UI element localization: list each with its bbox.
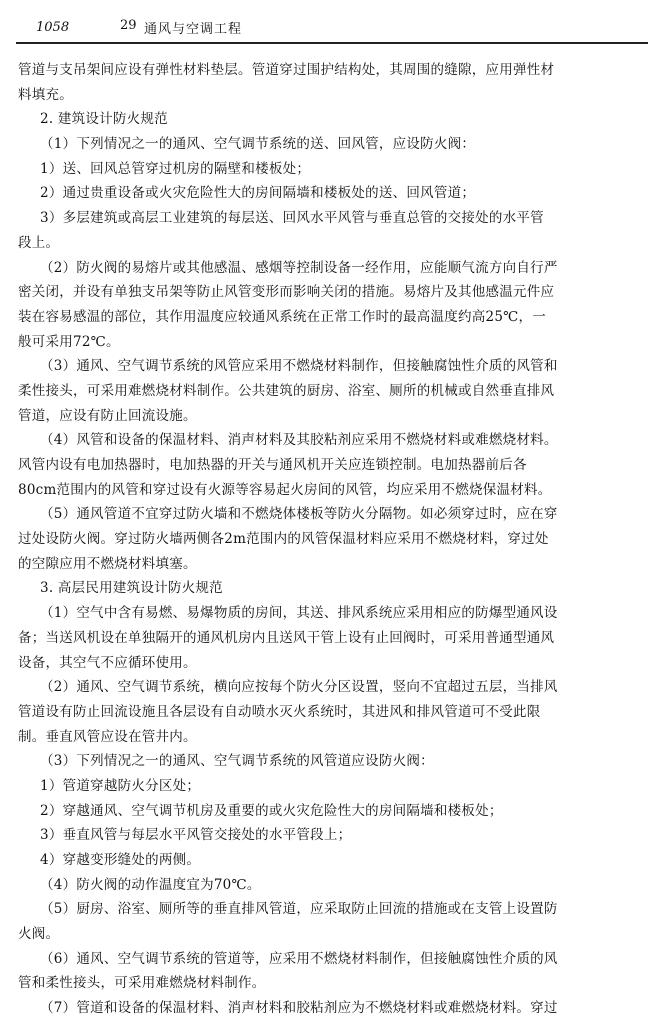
- text-line: 2. 建筑设计防火规范: [40, 111, 168, 128]
- text-line: 2）穿越通风、空气调节机房及重要的或火灾危险性大的房间隔墙和楼板处；: [40, 802, 503, 819]
- text-line: 装在容易感温的部位，其作用温度应较通风系统在正常工作时的最高温度约高25℃，一: [18, 308, 547, 325]
- text-line: 2）通过贵重设备或火灾危险性大的房间隔墙和楼板处的送、回风管道；: [40, 185, 476, 202]
- text-line: （2）通风、空气调节系统，横向应按每个防火分区设置，竖向不宜超过五层，当排风: [40, 679, 558, 696]
- text-line: 1）送、回风总管穿过机房的隔壁和楼板处；: [40, 160, 311, 177]
- text-line: 管道，应设有防止回流设施。: [18, 407, 197, 424]
- text-line: 管和柔性接头，可采用难燃烧材料制作。: [18, 975, 266, 992]
- text-line: （3）通风、空气调节系统的风管应采用不燃烧材料制作，但接触腐蚀性介质的风管和: [40, 358, 558, 375]
- text-line: 备；当送风机设在单独隔开的通风机房内且送风干管上设有止回阀时，可采用普通型通风: [18, 629, 555, 646]
- page-body: [18, 58, 648, 1021]
- text-line: （5）厨房、浴室、厕所等的垂直排风管道，应采取防止回流的措施或在支管上设置防: [40, 901, 558, 918]
- text-line: （4）防火阀的动作温度宜为70℃。: [40, 876, 261, 893]
- text-line: 段上。: [18, 234, 60, 251]
- text-line: 火阀。: [18, 926, 60, 943]
- text-line: 1）管道穿越防火分区处；: [40, 777, 201, 794]
- text-line: （6）通风、空气调节系统的管道等，应采用不燃烧材料制作，但接触腐蚀性介质的风: [40, 950, 558, 967]
- text-line: （4）风管和设备的保温材料、消声材料及其胶粘剂应采用不燃烧材料或难燃烧材料。: [40, 432, 558, 449]
- chapter-title: 通风与空调工程: [144, 22, 243, 37]
- text-line: 4）穿越变形缝处的两侧。: [40, 852, 201, 868]
- text-line: 过处设防火阀。穿过防火墙两侧各2m范围内的风管保温材料应采用不燃烧材料，穿过处: [18, 531, 549, 548]
- text-line: （7）管道和设备的保温材料、消声材料和胶粘剂应为不燃烧材料或难燃烧材料。穿过: [40, 1000, 558, 1017]
- text-line: （2）防火阀的易熔片或其他感温、感烟等控制设备一经作用，应能顺气流方向自行严: [40, 259, 558, 276]
- text-line: 制。垂直风管应设在管井内。: [18, 728, 197, 745]
- text-line: 80cm范围内的风管和穿过设有火源等容易起火房间的风管，均应采用不燃烧保温材料。: [18, 481, 552, 498]
- text-line: 料填充。: [18, 86, 73, 103]
- text-line: 3. 高层民用建筑设计防火规范: [40, 580, 223, 597]
- text-line: （1）下列情况之一的通风、空气调节系统的送、回风管，应设防火阀：: [40, 136, 476, 153]
- text-line: 柔性接头，可采用难燃烧材料制作。公共建筑的厨房、浴室、厕所的机械或自然垂直排风: [18, 382, 555, 399]
- text-line: 密关闭，并设有单独支吊架等防止风管变形而影响关闭的措施。易熔片及其他感温元件应: [18, 284, 555, 301]
- text-line: 管道设有防止回流设施且各层设有自动喷水灭火系统时，其进风和排风管道可不受此限: [18, 703, 541, 720]
- header-rule: [16, 42, 648, 44]
- chapter-number: 29: [120, 18, 137, 33]
- text-line: 设备，其空气不应循环使用。: [18, 654, 197, 671]
- text-line: 风管内设有电加热器时，电加热器的开关与通风机开关应连锁控制。电加热器前后各: [18, 457, 527, 473]
- text-line: 的空隙应用不燃烧材料填塞。: [18, 555, 197, 572]
- running-header: [16, 18, 648, 44]
- text-line: （1）空气中含有易燃、易爆物质的房间，其送、排风系统应采用相应的防爆型通风设: [40, 605, 558, 622]
- text-line: 般可采用72℃。: [18, 333, 120, 350]
- text-line: （5）通风管道不宜穿过防火墙和不燃烧体楼板等防火分隔物。如必须穿过时，应在穿: [40, 506, 558, 523]
- text-line: 3）垂直风管与每层水平风管交接处的水平管段上；: [40, 827, 352, 844]
- text-line: 3）多层建筑或高层工业建筑的每层送、回风水平风管与垂直总管的交接处的水平管: [40, 210, 544, 227]
- page-number: 1058: [36, 20, 70, 35]
- text-line: 管道与支吊架间应设有弹性材料垫层。管道穿过围护结构处，其周围的缝隙，应用弹性材: [18, 62, 555, 78]
- text-line: （3）下列情况之一的通风、空气调节系统的风管道应设防火阀：: [40, 753, 434, 770]
